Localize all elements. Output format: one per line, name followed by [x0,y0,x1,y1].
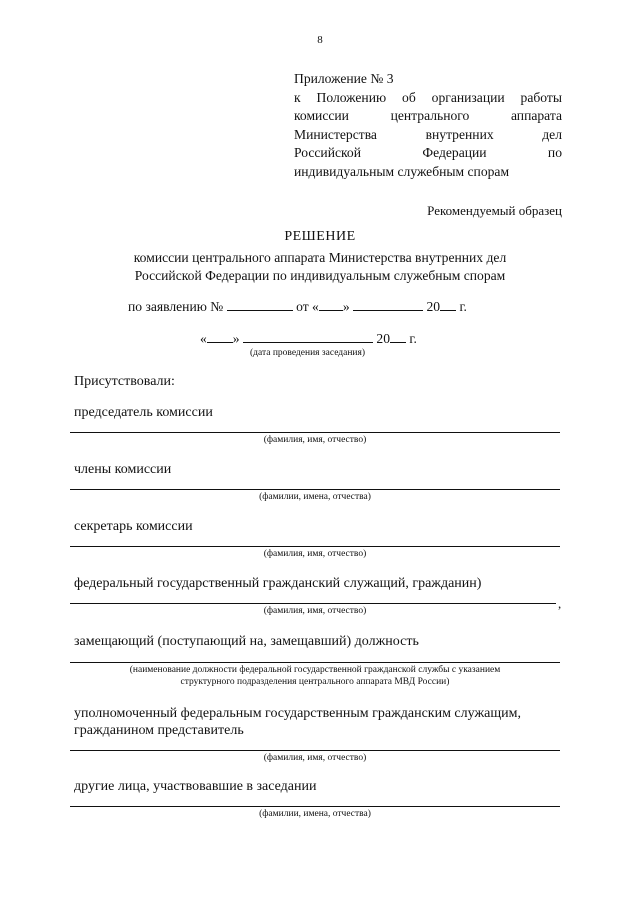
subtitle-line: комиссии центрального аппарата Министерства внутренних дел [133,250,507,265]
position-line[interactable] [70,662,560,663]
appendix-title: Приложение № 3 [294,71,394,86]
date-year-blank[interactable] [390,330,406,343]
civil-servant-line[interactable] [70,603,556,604]
present-label: Присутствовали: [74,374,175,389]
appendix-header [294,70,562,182]
other-persons-caption: (фамилии, имена, отчества) [259,809,371,819]
request-number-blank[interactable] [227,298,293,311]
quote-close: » [232,331,240,346]
year-prefix: 20 [376,331,390,346]
civil-servant-label: федеральный государственный гражданский служащий, гражданин) [74,576,482,591]
appendix-line: Министерства внутренних дел [294,126,562,142]
request-year-blank[interactable] [440,298,456,311]
representative-line[interactable] [70,750,560,751]
request-day-blank[interactable] [319,298,343,311]
quote-close: » [342,299,350,314]
appendix-line: к Положению об организации работы [294,89,562,105]
appendix-line: индивидуальным служебным спорам [294,163,510,179]
subtitle-line: Российской Федерации по индивидуальным служебным спорам [134,268,506,283]
secretary-line[interactable] [70,546,560,547]
other-persons-line[interactable] [70,806,560,807]
request-month-blank[interactable] [353,298,423,311]
secretary-caption: (фамилия, имя, отчество) [263,549,367,559]
other-persons-label: другие лица, участвовавшие в заседании [74,779,317,794]
members-label: члены комиссии [74,462,172,477]
position-caption [70,664,560,688]
position-label: замещающий (поступающий на, замещавший) должность [74,634,419,649]
request-line [128,298,467,315]
appendix-line: Российской Федерации по [294,145,562,161]
quote-open: « [200,331,207,346]
representative-label-2: гражданином представитель [74,723,244,738]
date-day-blank[interactable] [207,330,233,343]
year-suffix: г. [459,299,467,314]
document-title: РЕШЕНИЕ [284,229,356,244]
date-caption: (дата проведения заседания) [250,348,366,358]
civil-servant-comma: , [558,596,562,611]
members-line[interactable] [70,489,560,490]
page-number: 8 [317,34,323,46]
representative-label-1: уполномоченный федеральным государственным гражданским служащим, [74,706,521,721]
chairman-line[interactable] [70,432,560,433]
request-number-label: по заявлению № [128,299,224,314]
representative-caption: (фамилия, имя, отчество) [263,753,367,763]
date-month-blank[interactable] [243,330,373,343]
request-from-label: от « [296,299,319,314]
year-prefix: 20 [426,299,441,314]
chairman-caption: (фамилия, имя, отчество) [263,435,367,445]
position-caption-line: (наименование должности федеральной государственной гражданской службы с указанием [129,665,501,675]
recommended-sample-note: Рекомендуемый образец [427,203,562,218]
members-caption: (фамилии, имена, отчества) [259,492,371,502]
chairman-label: председатель комиссии [74,405,213,420]
document-subtitle [0,249,640,285]
year-suffix: г. [409,331,417,346]
date-line [200,330,417,347]
secretary-label: секретарь комиссии [74,519,193,534]
position-caption-line: структурного подразделения центрального аппарата МВД России) [180,677,450,687]
civil-servant-caption: (фамилия, имя, отчество) [263,606,367,616]
appendix-line: комиссии центрального аппарата [294,108,562,124]
